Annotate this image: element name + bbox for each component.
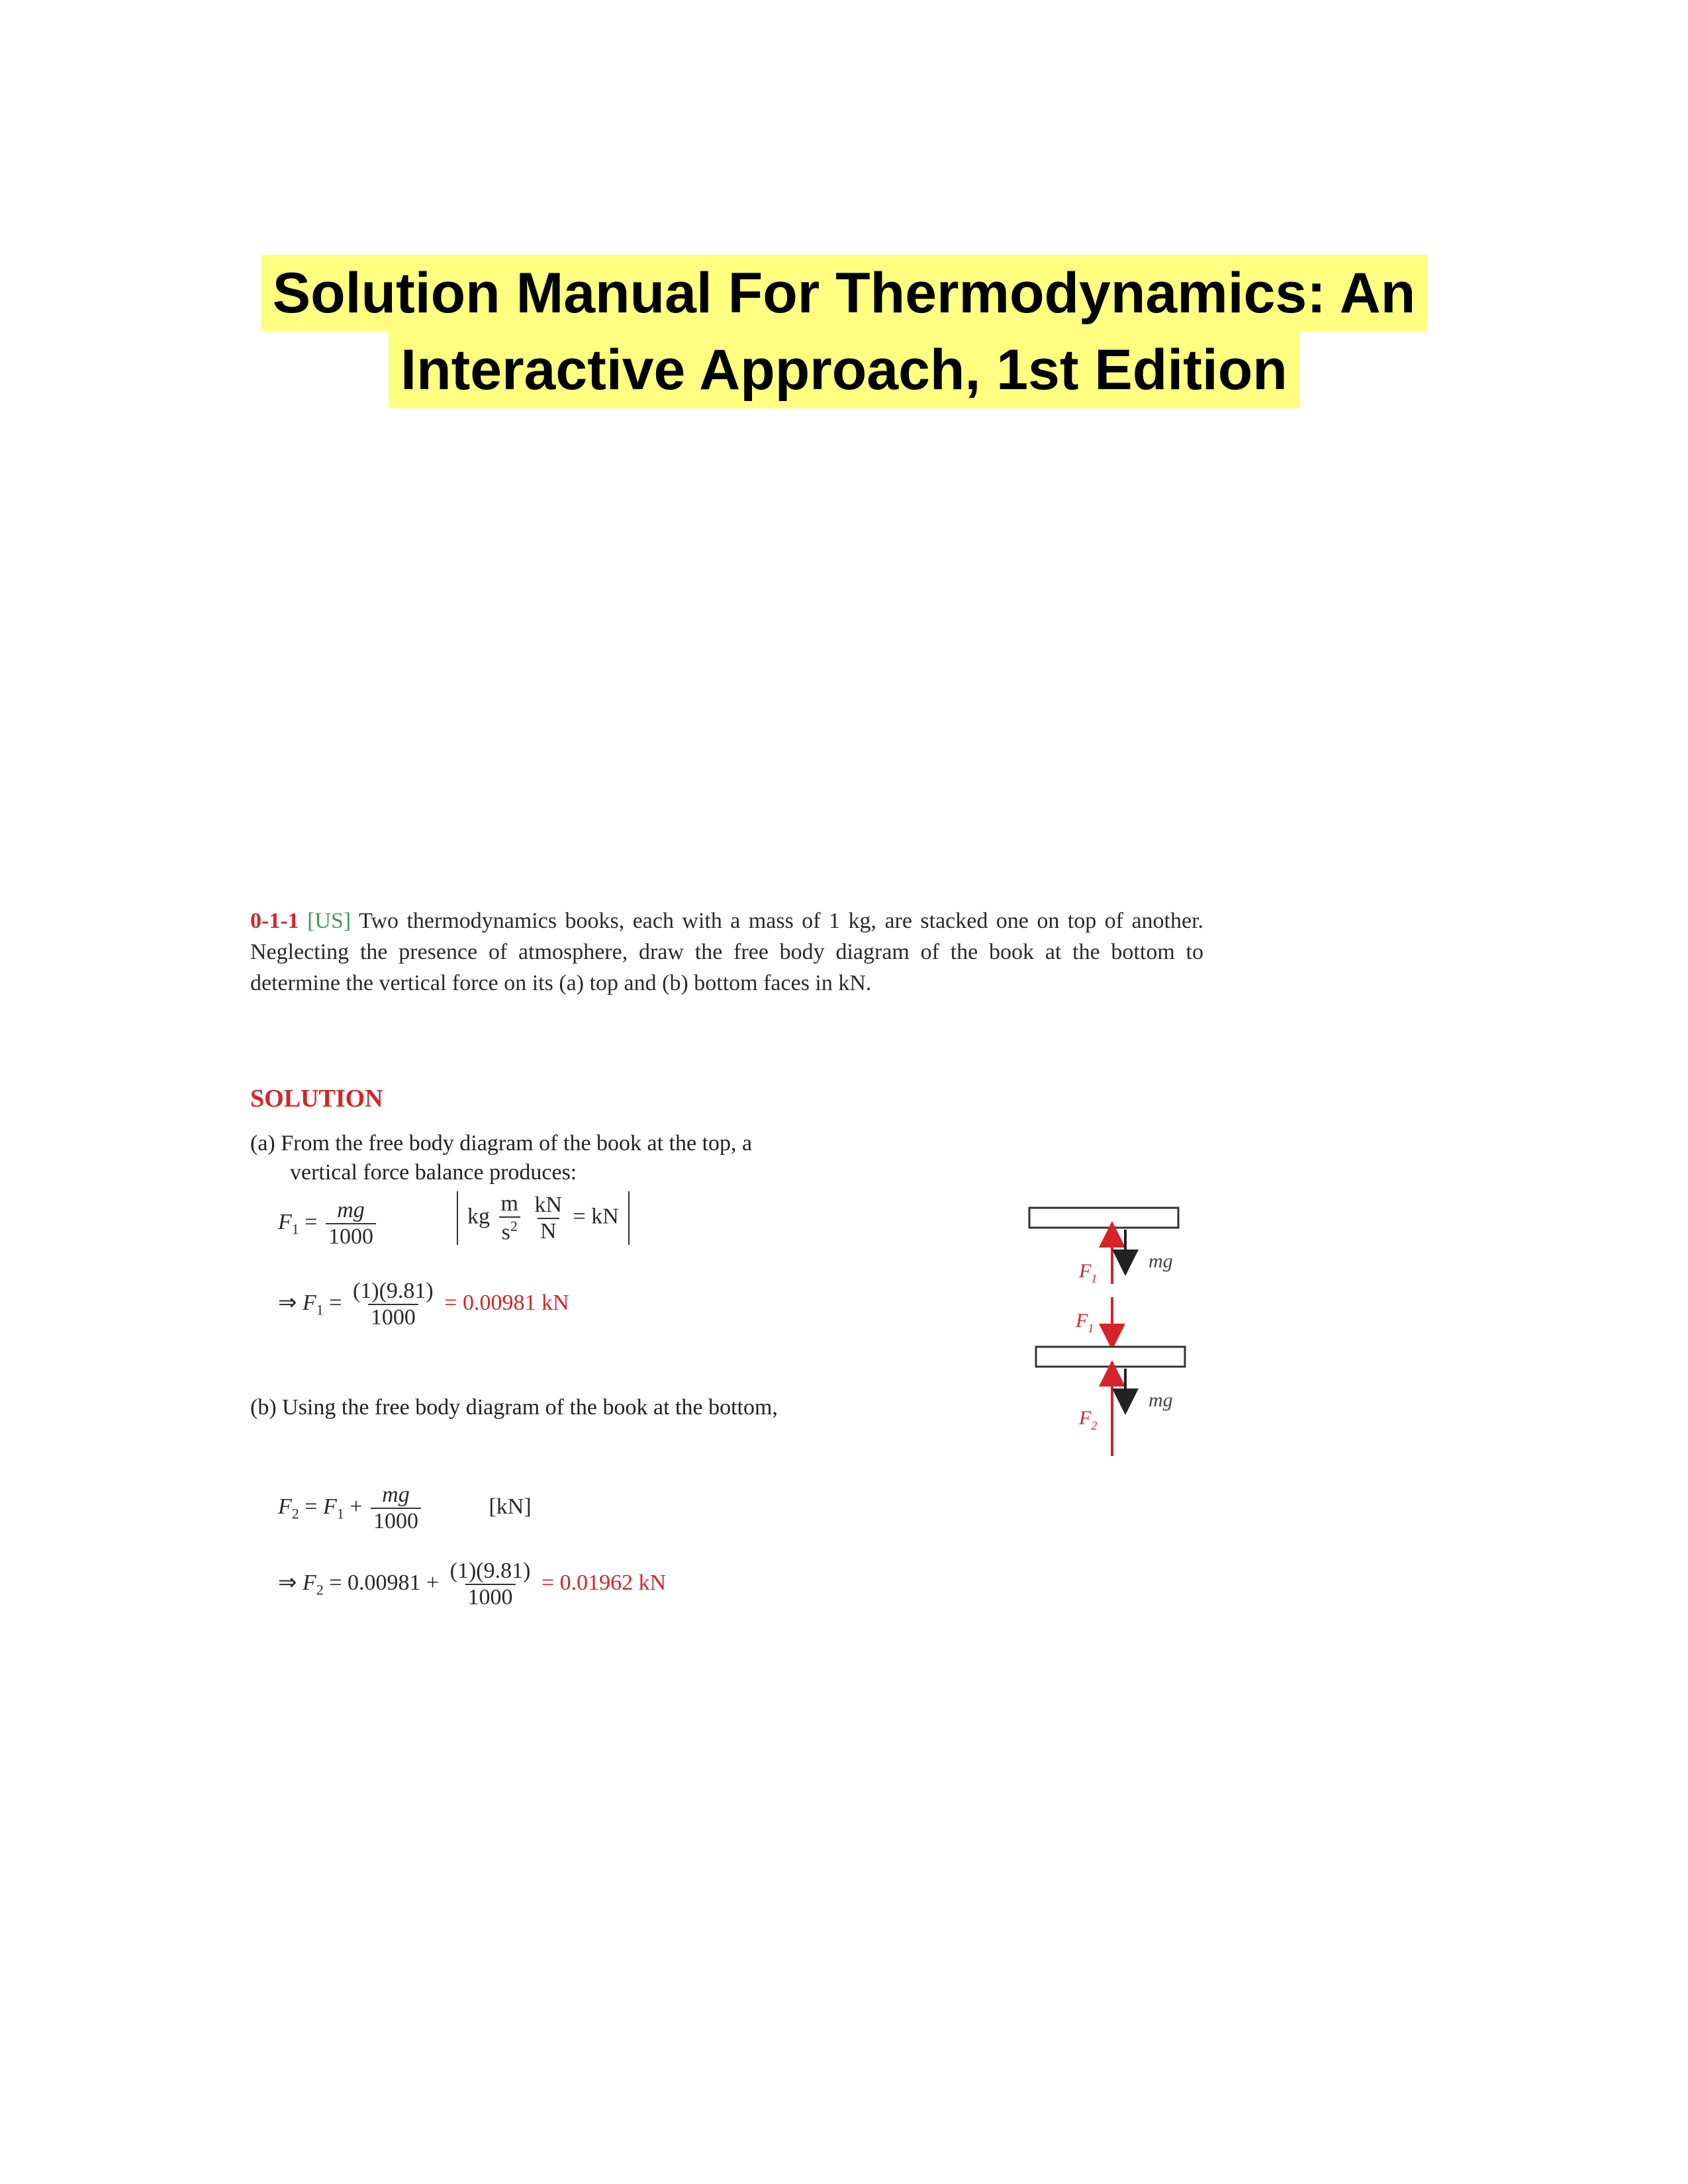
equation-b2: [278, 1559, 666, 1610]
document-title: [0, 255, 1688, 408]
part-a-line-1: (a) From the free body diagram of the book at the top, a: [250, 1131, 753, 1156]
eq-b2-denominator: 1000: [465, 1584, 516, 1610]
label-f1-mid: $F_1$: [1076, 1310, 1094, 1335]
title-line-2: Interactive Approach, 1st Edition: [389, 332, 1299, 408]
eq-a1-fraction: [326, 1198, 376, 1250]
eq-b2-fraction: [447, 1559, 534, 1610]
units-a1: [457, 1191, 630, 1245]
eq-a2-equals: =: [329, 1290, 342, 1315]
equation-a1: [278, 1198, 379, 1250]
eq-b1-lhs-sub: 2: [291, 1505, 299, 1522]
unit-kn-per-n: [532, 1193, 565, 1244]
eq-a2-result: = 0.00981 kN: [444, 1290, 569, 1315]
part-a-text: [250, 1129, 886, 1187]
eq-b1-units: [kN]: [489, 1494, 532, 1519]
eq-b1-denominator: 1000: [371, 1508, 421, 1534]
part-a-line-2: vertical force balance produces:: [290, 1160, 577, 1185]
bottom-book: [1036, 1347, 1185, 1367]
eq-b2-numerator: (1)(9.81): [449, 1559, 531, 1583]
unit-s-exp: 2: [510, 1218, 518, 1234]
eq-a2-numerator: (1)(9.81): [352, 1279, 434, 1303]
title-line-1: Solution Manual For Thermodynamics: An: [261, 255, 1427, 332]
unit-n: N: [538, 1218, 559, 1244]
eq-b1-equals: =: [305, 1494, 318, 1519]
eq-b2-lhs-sub: 2: [316, 1581, 324, 1598]
eq-b2-result: = 0.01962 kN: [541, 1570, 667, 1595]
problem-text: Two thermodynamics books, each with a mass of 1 kg, are stacked one on top of another. Neglecting the presence of atmosphere, draw the free body diagram of the book at the bottom to determine the vertical force on its (a) top and (b) bottom faces in kN.: [250, 909, 1204, 995]
unit-kg: kg: [467, 1204, 490, 1229]
eq-a2-lhs-sub: 1: [316, 1301, 324, 1318]
unit-m: m: [500, 1191, 518, 1216]
part-b-text: (b) Using the free body diagram of the book at the bottom,: [250, 1395, 778, 1420]
label-f1-top: $F_1$: [1079, 1260, 1098, 1285]
eq-a2-denominator: 1000: [368, 1304, 418, 1330]
unit-result: = kN: [573, 1204, 619, 1229]
units-bracket: [457, 1191, 630, 1245]
problem-number: 0-1-1: [250, 909, 299, 933]
equation-b1: [278, 1482, 532, 1534]
label-f2: $F_2$: [1079, 1407, 1098, 1432]
eq-a1-equals: =: [305, 1209, 318, 1234]
eq-b2-lhs: F: [303, 1570, 316, 1595]
free-body-diagram: [1019, 1178, 1218, 1482]
solution-heading: SOLUTION: [250, 1085, 383, 1113]
eq-a2-lhs: F: [303, 1290, 316, 1315]
problem-statement: [250, 905, 1203, 999]
eq-b1-f1-sub: 1: [336, 1505, 344, 1522]
eq-a1-lhs-sub: 1: [291, 1220, 299, 1238]
label-mg-top: mg: [1149, 1250, 1173, 1272]
eq-b1-f1: F: [322, 1494, 337, 1519]
label-mg-bottom: mg: [1149, 1389, 1173, 1411]
eq-a2-implies: ⇒: [278, 1290, 297, 1315]
eq-a2-fraction: [350, 1279, 436, 1330]
top-book: [1029, 1208, 1178, 1228]
unit-m-per-s2: [498, 1191, 521, 1245]
eq-b1-fraction: [371, 1482, 421, 1534]
eq-b2-implies: ⇒: [278, 1570, 297, 1595]
equation-a2: [278, 1279, 569, 1330]
eq-b2-equals: = 0.00981 +: [329, 1570, 440, 1595]
unit-s: s: [501, 1220, 510, 1245]
eq-a1-denominator: 1000: [326, 1223, 376, 1250]
eq-b1-plus: +: [350, 1494, 363, 1519]
problem-tag: [US]: [307, 909, 352, 933]
eq-a1-lhs: F: [278, 1209, 292, 1234]
eq-b1-numerator: mg: [382, 1482, 410, 1507]
eq-a1-numerator: mg: [337, 1198, 365, 1222]
unit-kn: kN: [534, 1192, 563, 1217]
eq-b1-lhs: F: [278, 1494, 292, 1519]
